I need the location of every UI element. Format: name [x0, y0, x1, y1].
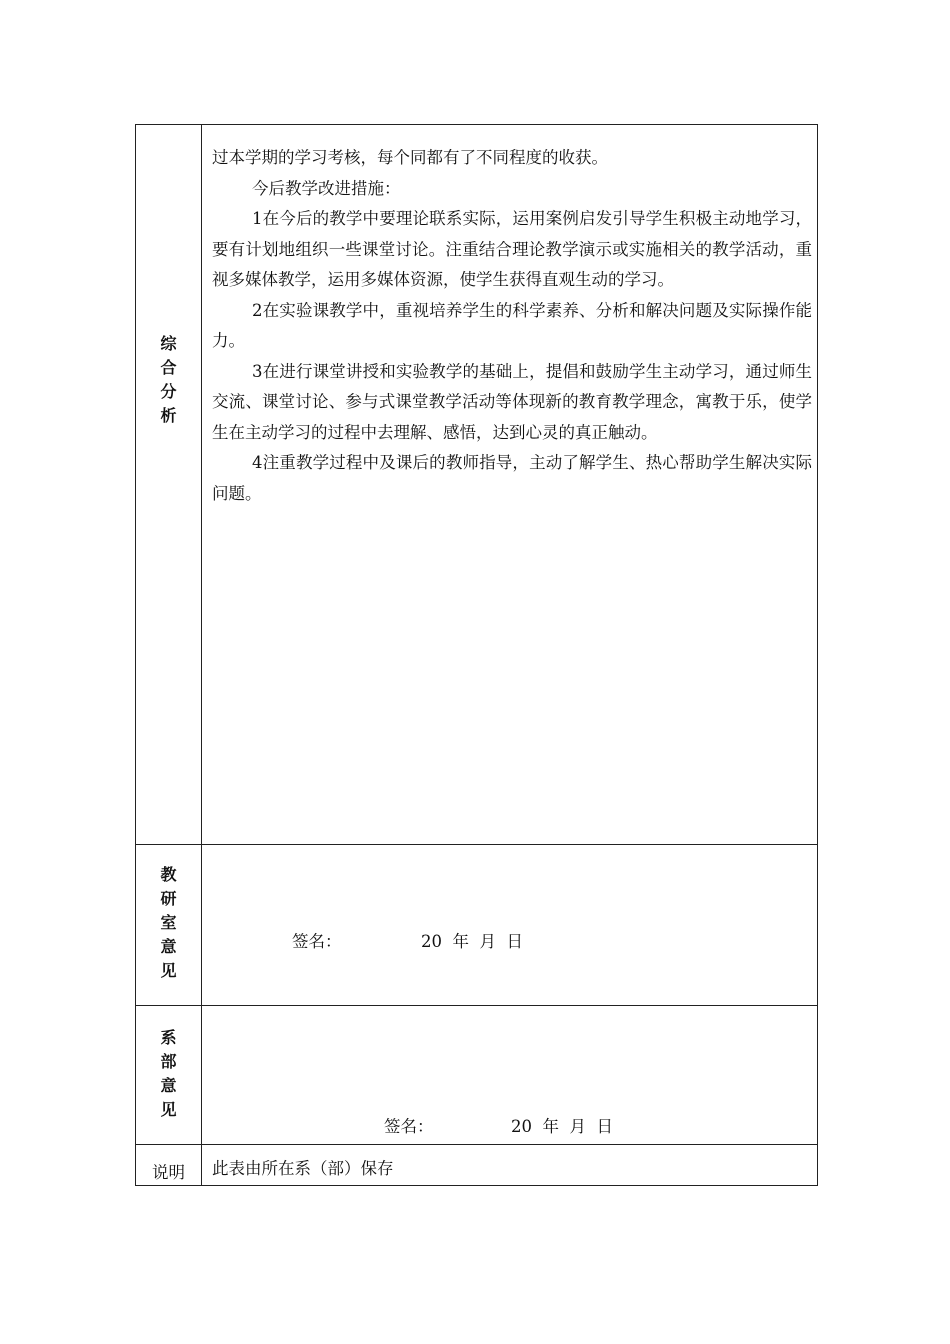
column-divider	[201, 125, 202, 1185]
note-text: 此表由所在系（部）保存	[212, 1159, 394, 1178]
label-char: 意	[160, 1076, 177, 1095]
analysis-paragraph: 过本学期的学习考核，每个同都有了不同程度的收获。	[212, 148, 608, 167]
analysis-content	[212, 143, 812, 509]
label-char: 见	[160, 1100, 177, 1119]
analysis-paragraph: 2在实验课教学中，重视培养学生的科学素养、分析和解决问题及实际操作能力。	[212, 300, 812, 350]
row-divider	[136, 1005, 817, 1006]
department-signature-label: 签名：	[384, 1117, 434, 1136]
label-char: 析	[160, 406, 177, 425]
label-char: 分	[160, 382, 177, 401]
research-office-signature-label: 签名：	[292, 932, 342, 951]
row-divider	[136, 844, 817, 845]
analysis-paragraph: 1在今后的教学中要理论联系实际，运用案例启发引导学生积极主动地学习，要有计划地组织一些课堂讨论。注重结合理论教学演示或实施相关的教学活动，重视多媒体教学，运用多媒体资源，使学生获得直观生动的学习。	[212, 209, 812, 289]
department-date: 20 年 月 日	[511, 1117, 613, 1136]
label-char: 合	[160, 358, 177, 377]
analysis-label	[136, 332, 201, 428]
label-char: 室	[160, 913, 177, 932]
research-office-date: 20 年 月 日	[421, 932, 523, 951]
label-char: 见	[160, 961, 177, 980]
note-label: 说明	[152, 1163, 185, 1182]
analysis-paragraph: 3在进行课堂讲授和实验教学的基础上，提倡和鼓励学生主动学习，通过师生交流、课堂讨论、参与式课堂教学活动等体现新的教育教学理念，寓教于乐，使学生在主动学习的过程中去理解、感悟，达到心灵的真正触动。	[212, 361, 812, 442]
label-char: 意	[160, 937, 177, 956]
label-char: 研	[160, 889, 177, 908]
form-table	[135, 124, 818, 1186]
label-char: 教	[160, 865, 177, 884]
department-label	[136, 1026, 201, 1122]
label-char: 部	[160, 1052, 177, 1071]
label-char: 综	[160, 334, 177, 353]
analysis-paragraph: 今后教学改进措施：	[252, 178, 401, 198]
analysis-paragraph: 4注重教学过程中及课后的教师指导，主动了解学生、热心帮助学生解决实际问题。	[212, 453, 812, 503]
label-char: 系	[160, 1028, 177, 1047]
research-office-label	[136, 863, 201, 983]
row-divider	[136, 1144, 817, 1145]
